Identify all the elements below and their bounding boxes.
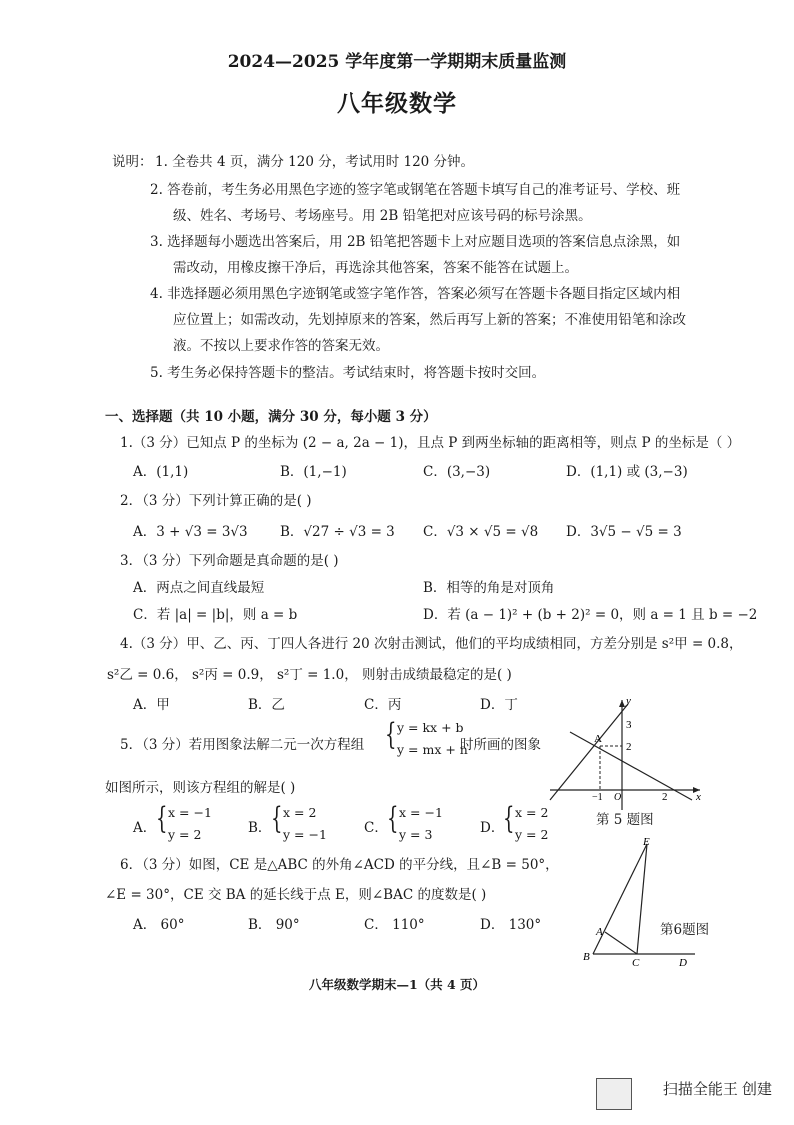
label-a: A: [596, 926, 603, 938]
instruction-line: 应位置上；如需改动，先划掉原来的答案，然后再写上新的答案；不准使用铅笔和涂改: [173, 312, 686, 328]
option-d: D．若 (a − 1)² + (b + 2)² = 0，则 a = 1 且 b = −2: [423, 607, 758, 623]
option-b: B． 90°: [248, 917, 300, 933]
question-stem: 4.（3 分）甲、乙、丙、丁四人各进行 20 次射击测试，他们的平均成绩相同，方差分别是 s²甲 = 0.8，: [120, 636, 743, 652]
question-stem: 3．（3 分）下列命题是真命题的是( ): [120, 553, 339, 569]
figure-5-caption: 第 5 题图: [596, 812, 654, 828]
brace: {: [385, 717, 397, 752]
option-a: A．甲: [133, 697, 170, 713]
option-b: B．√27 ÷ √3 = 3: [280, 524, 395, 540]
option-d-x: x = 2: [515, 805, 549, 820]
equation-1: y = kx + b: [397, 720, 464, 735]
option-c: C． 110°: [364, 917, 425, 933]
question-stem-tail: 时所画的图象: [460, 737, 541, 753]
question-stem-cont: s²乙 = 0.6， s²丙 = 0.9， s²丁 = 1.0， 则射击成绩最稳定的是( ): [107, 667, 512, 683]
option-a: A． 60°: [133, 917, 185, 933]
option-d: D．(1,1) 或 (3,−3): [566, 464, 688, 480]
option-c: C．若 |a| = |b|，则 a = b: [133, 607, 298, 623]
figure-q6: [575, 832, 700, 972]
option-c: C．√3 × √5 = √8: [423, 524, 539, 540]
option-b-x: x = 2: [283, 805, 317, 820]
question-stem: 5．（3 分）若用图象法解二元一次方程组: [120, 737, 365, 753]
option-b: B．相等的角是对顶角: [423, 580, 555, 596]
option-a: A．3 + √3 = 3√3: [133, 524, 248, 540]
question-stem: 6．（3 分）如图，CE 是△ABC 的外角∠ACD 的平分线，且∠B = 50°，: [120, 857, 559, 873]
option-a: A．: [133, 820, 157, 836]
option-d: D．: [480, 820, 505, 836]
option-a: A．(1,1): [133, 464, 189, 480]
equation-2: y = mx + n: [397, 742, 468, 757]
instruction-line: 5. 考生务必保持答题卡的整洁。考试结束时，将答题卡按时交回。: [150, 365, 546, 381]
exam-title: 2024—2025 学年度第一学期期末质量监测: [227, 52, 567, 72]
instruction-line: 3. 选择题每小题选出答案后，用 2B 铅笔把答题卡上对应题目选项的答案信息点涂黑，如: [150, 234, 681, 250]
label-three: 3: [626, 719, 632, 731]
instruction-line: 液。不按以上要求作答的答案无效。: [173, 338, 389, 354]
option-d: D．3√5 − √5 = 3: [566, 524, 682, 540]
label-c: C: [632, 957, 640, 969]
option-b: B．(1,−1): [280, 464, 347, 480]
figure-6-caption: 第6题图: [660, 922, 710, 938]
label-a: A: [594, 733, 602, 745]
option-b: B．乙: [248, 697, 285, 713]
option-d: D．丁: [480, 697, 518, 713]
option-c-y: y = 3: [399, 827, 433, 842]
option-a-x: x = −1: [168, 805, 212, 820]
option-c: C．(3,−3): [423, 464, 491, 480]
label-origin: O: [614, 792, 622, 803]
label-x: x: [696, 791, 701, 803]
label-two-y: 2: [626, 741, 632, 753]
label-y: y: [626, 695, 631, 707]
line-2: [550, 704, 628, 800]
instruction-line: 4. 非选择题必须用黑色字迹钢笔或签字笔作答，答案必须写在答题卡各题目指定区域内相: [150, 286, 681, 302]
question-stem: 1.（3 分）已知点 P 的坐标为 (2 − a, 2a − 1)，且点 P 到两坐标轴的距离相等，则点 P 的坐标是（ ）: [120, 435, 741, 451]
option-c: C．: [364, 820, 388, 836]
label-neg1: −1: [592, 792, 603, 803]
option-b-y: y = −1: [283, 827, 327, 842]
option-c: C．丙: [364, 697, 402, 713]
page-footer: 八年级数学期末—1（共 4 页）: [308, 977, 486, 992]
instruction-line: 级、姓名、考场号、考场座号。用 2B 铅笔把对应该号码的标号涂黑。: [173, 208, 592, 224]
question-stem-cont: ∠E = 30°，CE 交 BA 的延长线于点 E，则∠BAC 的度数是( ): [105, 887, 487, 903]
question-stem: 2．（3 分）下列计算正确的是( ): [120, 493, 312, 509]
label-b: B: [583, 951, 590, 963]
option-d: D． 130°: [480, 917, 542, 933]
brace: {: [503, 801, 515, 836]
figure-q5: [540, 692, 710, 822]
line-ac: [605, 932, 637, 954]
label-d: D: [679, 957, 687, 969]
instruction-line: 需改动，用橡皮擦干净后，再选涂其他答案，答案不能答在试题上。: [173, 260, 578, 276]
option-a-y: y = 2: [168, 827, 202, 842]
question-stem-cont: 如图所示，则该方程组的解是( ): [105, 780, 296, 796]
instruction-line: 2. 答卷前，考生务必用黑色字迹的签字笔或钢笔在答题卡填写自己的准考证号、学校、班: [150, 182, 681, 198]
qr-code-icon: [596, 1078, 632, 1110]
label-two-x: 2: [662, 791, 668, 803]
section-heading: 一、选择题（共 10 小题，满分 30 分，每小题 3 分）: [105, 409, 437, 425]
subject-title: 八年级数学: [337, 90, 457, 117]
brace: {: [271, 801, 283, 836]
brace: {: [387, 801, 399, 836]
brace: {: [156, 801, 168, 836]
option-c-x: x = −1: [399, 805, 443, 820]
watermark: 扫描全能王 创建: [662, 1081, 772, 1098]
label-e: E: [643, 836, 650, 848]
instructions-label: 说明：: [112, 154, 153, 170]
option-a: A．两点之间直线最短: [133, 580, 265, 596]
y-arrow: [619, 700, 625, 707]
instruction-line: 1. 全卷共 4 页，满分 120 分，考试用时 120 分钟。: [155, 154, 475, 170]
option-d-y: y = 2: [515, 827, 549, 842]
option-b: B．: [248, 820, 272, 836]
